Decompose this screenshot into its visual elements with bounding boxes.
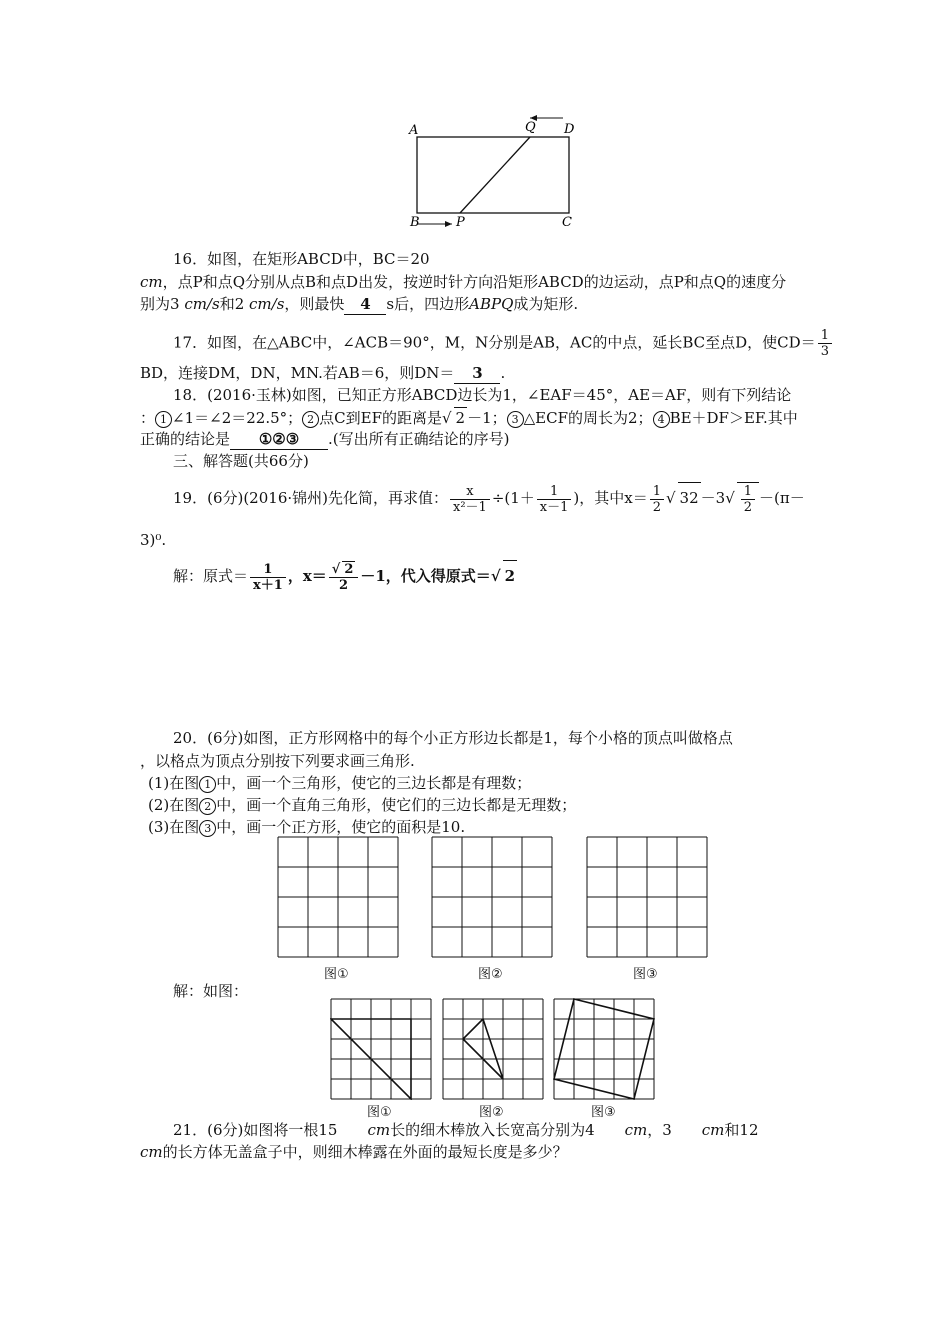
q20-item3-b: 中，画一个正方形，使它的面积是10. [216, 818, 466, 836]
q16-line2 [140, 272, 786, 292]
circled-2: 2 [199, 798, 216, 815]
q21-line2 [140, 1142, 568, 1162]
label-b: B [410, 215, 420, 230]
sqrt-radicand: 2 [455, 409, 466, 427]
rectangle-abcd-figure [400, 108, 590, 233]
fraction-1-over-x-1 [537, 484, 572, 515]
unit-cm: cm [624, 1121, 648, 1139]
solution-caption-2: 图② [479, 1105, 504, 1120]
q20-item3-a: (3)在图 [148, 818, 200, 836]
q19-line1: 19．(6分)(2016·锦州)先化简，再求值： $\frac{x}{\text{x²－1}}$ ÷(1＋ $\frac{1}{x-1}$ )，其中x＝ $\frac{1}{2}$ √ 32 －3√ $\frac{1}{2}$ －(π－ [173, 483, 805, 515]
fraction-half [741, 484, 755, 515]
fraction-num: 1 [650, 484, 664, 500]
label-p: P [456, 215, 465, 230]
unit-cm: cm [140, 273, 163, 291]
q21-text-c: ，3 [647, 1121, 672, 1139]
q18-line1: 18．(2016·玉林)如图，已知正方形ABCD边长为1，∠EAF＝45°，AE＝AF，则有下列结论 [173, 386, 792, 404]
q20-line2: ，以格点为顶点分别按下列要求画三角形. [140, 752, 415, 770]
q20-solution-label: 解：如图： [173, 982, 249, 1000]
q17-text-b: . [500, 364, 506, 382]
label-c: C [562, 215, 572, 230]
q20-item1-a: (1)在图 [148, 774, 200, 792]
q20-item2 [148, 795, 576, 815]
q19-sol-b: ，x＝ [287, 567, 327, 585]
circled-4: 4 [653, 411, 670, 428]
sqrt-radicand: 2 [344, 562, 354, 577]
fraction-den: x－1 [539, 499, 569, 515]
q18-text-d: －1； [467, 409, 507, 427]
q21-text-d: 和12 [724, 1121, 759, 1139]
circled-1: 1 [155, 411, 172, 428]
unit-cm-s: cm/s [184, 295, 220, 313]
grid-3 [586, 836, 708, 958]
q18-text-e: △ECF的周长为2； [523, 409, 653, 427]
label-a: A [409, 123, 419, 138]
fraction-den: x²－1 [452, 499, 487, 515]
fraction-num: √ 2 [329, 561, 359, 578]
q20-item1-b: 中，画一个三角形，使它的三边长都是有理数； [216, 774, 532, 792]
rectangle-abcd [417, 137, 569, 213]
label-q: Q [525, 120, 536, 135]
q19-tail: －(π－ [759, 489, 805, 507]
q20-item1 [148, 773, 531, 793]
q17-line1 [173, 328, 834, 359]
fraction-num: 1 [818, 328, 832, 344]
grid-lines [554, 999, 654, 1099]
q18-text-c: 点C到EF的距离是 [319, 409, 442, 427]
q16-text-c: ，则最快 [284, 295, 345, 313]
q18-line2: ： 1 ∠1＝∠2＝22.5°； 2 点C到EF的距离是√ 2 －1； 3 △ECF的周长为2； 4 BE＋DF＞EF.其中 [140, 409, 798, 427]
q17-answer: 3 [454, 363, 500, 384]
circled-3: 3 [507, 411, 524, 428]
grid-lines [278, 837, 398, 957]
q20-item2-a: (2)在图 [148, 796, 200, 814]
solution-square-3 [554, 999, 654, 1099]
q21-text-a: 21．(6分)如图将一根15 [173, 1121, 338, 1139]
q20-item3 [148, 817, 465, 837]
arrowhead-p [445, 221, 452, 227]
q19-prefix: 19．(6分)(2016·锦州)先化简，再求值： [173, 489, 448, 507]
caption-3: 图③ [633, 967, 658, 982]
segment-pq [460, 137, 530, 213]
fraction-sqrt2-over-2 [329, 561, 359, 593]
q19-sol-c: －1，代入得原式＝ [360, 567, 491, 585]
label-d: D [564, 122, 575, 137]
q20-line1: 20．(6分)如图，正方形网格中的每个小正方形边长都是1，每个小格的顶点叫做格点 [173, 729, 733, 747]
fraction-one-third [818, 328, 832, 359]
q16-text: ，点P和点Q分别从点B和点D出发，按逆时针方向沿矩形ABCD的边运动，点P和点Q的速度分 [162, 273, 787, 291]
unit-cm-s: cm/s [249, 295, 285, 313]
circled-1: 1 [199, 776, 216, 793]
sqrt-fraction [737, 482, 759, 515]
caption-2: 图② [478, 967, 503, 982]
fraction-den: 3 [820, 344, 829, 359]
q16-text-b: 和2 [219, 295, 250, 313]
fraction-num: 1 [741, 484, 755, 500]
circled-2: 2 [302, 411, 319, 428]
fraction-den: 2 [652, 499, 661, 515]
q17-text-a: BD，连接DM，DN，MN.若AB＝6，则DN＝ [140, 364, 455, 382]
section-heading: 三、解答题(共66分) [173, 452, 309, 470]
fraction-x-over-x2-1 [450, 484, 490, 515]
fraction-den: 2 [743, 499, 753, 515]
q16-text-e: 成为矩形. [513, 295, 579, 313]
q19-solution: 解：原式＝ $\frac{1}{x+1}$ ，x＝ $\frac{√ 2}{2}$ －1，代入得原式＝√ 2 [173, 561, 516, 593]
q16-answer: 4 [344, 294, 386, 315]
q16-text-a: 别为3 [140, 295, 185, 313]
fraction-1-over-x+1 [250, 562, 286, 593]
grid-lines [432, 837, 552, 957]
q16-text-d: s后，四边形 [386, 295, 470, 313]
q18-text-f: BE＋DF＞EF.其中 [669, 409, 798, 427]
fraction-den: 2 [339, 578, 349, 593]
sqrt-radicand: 32 [678, 482, 701, 513]
caption-1: 图① [324, 967, 349, 982]
fraction-num: x [450, 484, 490, 500]
q19-after: )，其中x＝ [573, 489, 648, 507]
unit-cm: cm [367, 1121, 391, 1139]
unit-cm: cm [140, 1143, 163, 1161]
q19-minus3: －3 [700, 489, 726, 507]
q21-line1 [173, 1120, 759, 1140]
circled-3: 3 [199, 820, 216, 837]
grid-1 [277, 836, 399, 958]
sqrt-radicand: 2 [503, 560, 517, 591]
fraction-num: 1 [537, 484, 572, 500]
q19-line2: 3)⁰. [140, 531, 167, 549]
q16-line3 [140, 294, 578, 315]
grid-lines [331, 999, 431, 1099]
q18-text-a: ： [140, 409, 156, 427]
q18-line3 [140, 429, 510, 450]
q19-sol-a: 解：原式＝ [173, 567, 249, 585]
grid-lines [587, 837, 707, 957]
fraction-half [650, 484, 664, 515]
q17-line2 [140, 363, 505, 384]
q20-item2-b: 中，画一个直角三角形，使它们的三边长都是无理数； [216, 796, 577, 814]
q17-text: 17．如图，在△ABC中，∠ACB＝90°，M，N分别是AB，AC的中点，延长BC至点D，使CD＝ [173, 333, 816, 352]
q16-line1: 16．如图，在矩形ABCD中，BC＝20 [173, 250, 430, 268]
fraction-num: 1 [250, 562, 286, 578]
q18-text-b: ∠1＝∠2＝22.5°； [172, 409, 303, 427]
q18-text-h: .(写出所有正确结论的序号) [328, 430, 510, 448]
grid-2 [431, 836, 553, 958]
solution-caption-3: 图③ [591, 1105, 616, 1120]
solution-caption-1: 图① [367, 1105, 392, 1120]
q21-text-e: 的长方体无盖盒子中，则细木棒露在外面的最短长度是多少？ [162, 1143, 568, 1161]
q19-mid: ÷(1＋ [491, 489, 535, 507]
q21-text-b: 长的细木棒放入长宽高分别为4 [390, 1121, 595, 1139]
unit-cm: cm [701, 1121, 725, 1139]
fraction-den: x＋1 [253, 577, 283, 593]
q18-text-g: 正确的结论是 [140, 430, 231, 448]
solution-grid-2 [442, 998, 544, 1100]
quad-abpq: ABPQ [469, 295, 514, 313]
q18-answer: ①②③ [230, 429, 328, 450]
solution-grid-3 [553, 998, 655, 1100]
solution-grid-1 [330, 998, 432, 1100]
